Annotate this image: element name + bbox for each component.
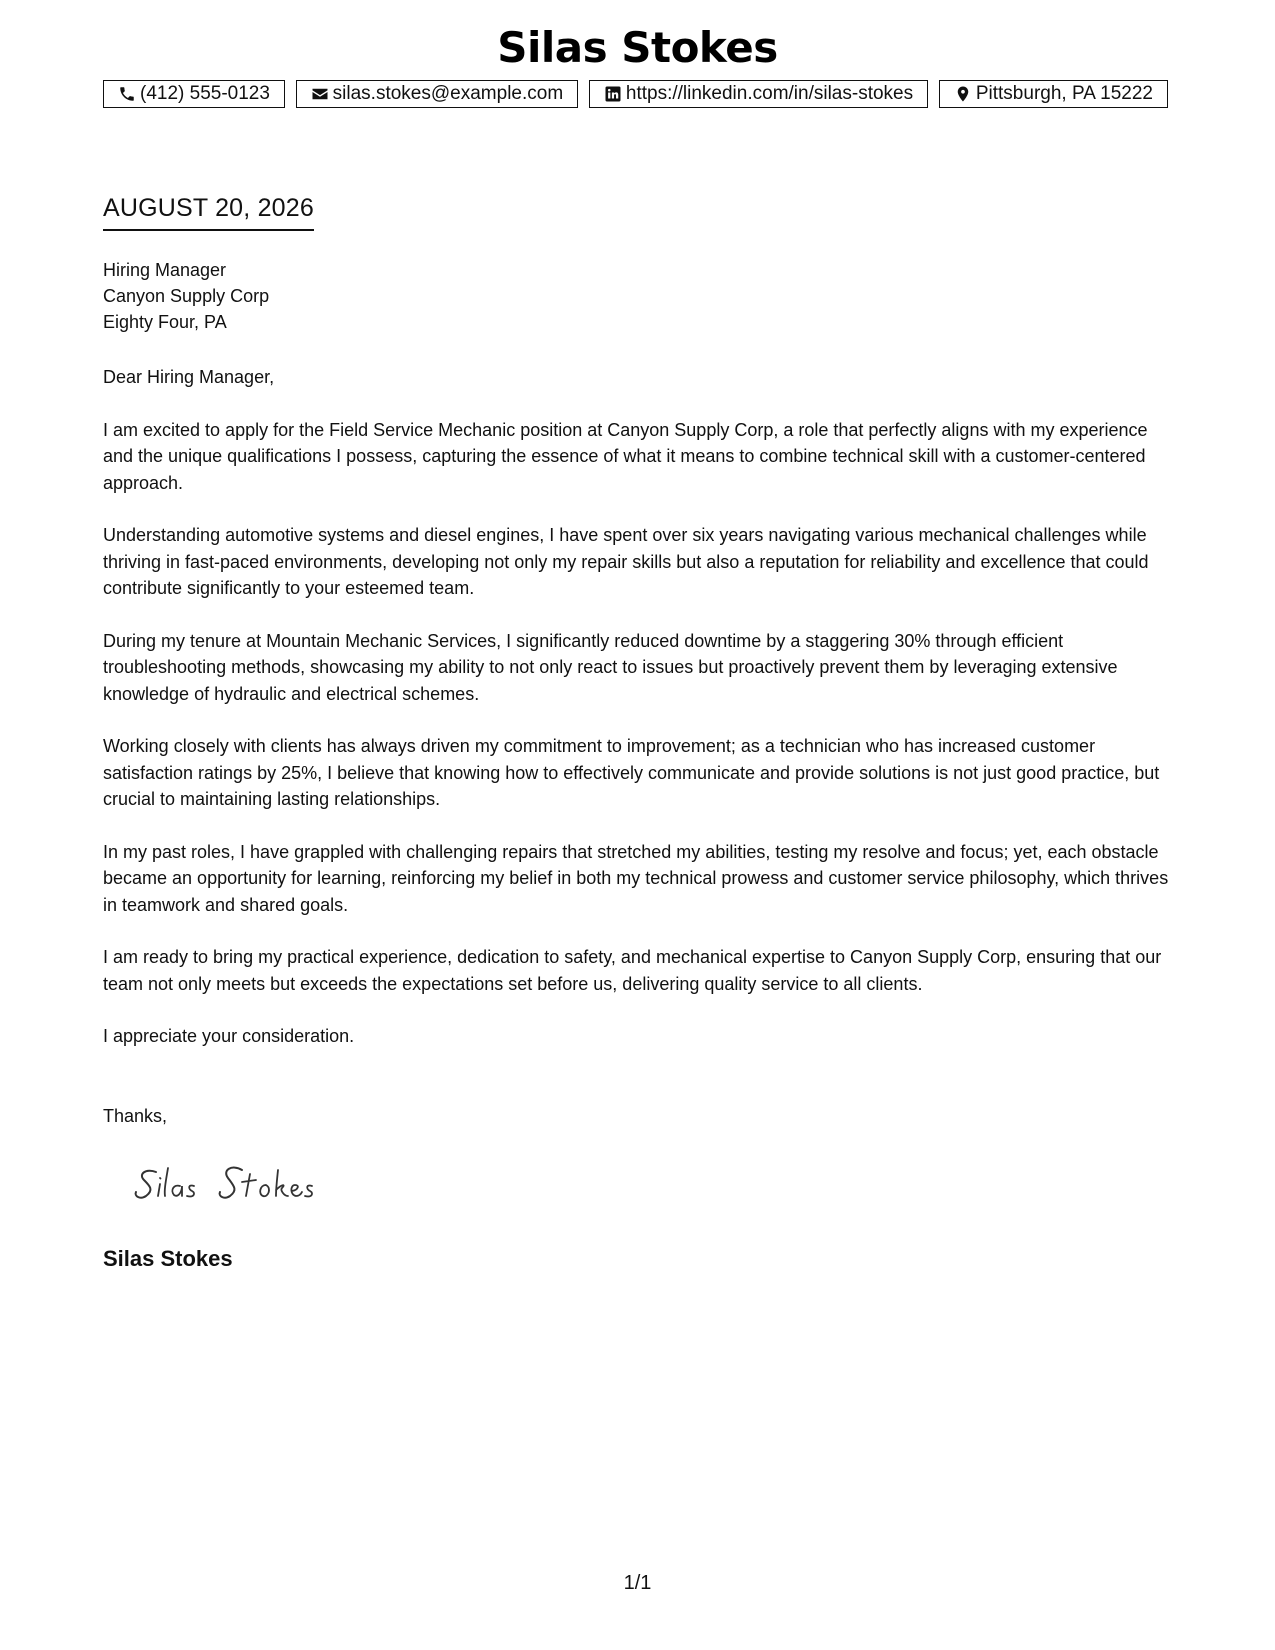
body-paragraph: Working closely with clients has always driven my commitment to improvement; as a technician who has increased customer satisfaction ratings by 25%, I believe that knowing how to effectively communicate and provide solutions is not just good practice, but crucial to maintaining lasting relationships. <box>103 736 1160 809</box>
recipient-location: Eighty Four, PA <box>103 312 227 332</box>
body-paragraph: I appreciate your consideration. <box>103 1026 355 1046</box>
linkedin-icon <box>604 85 622 103</box>
page-number: 1/1 <box>623 1572 652 1594</box>
salutation: Dear Hiring Manager, <box>103 367 275 387</box>
contact-linkedin[interactable] <box>589 80 928 108</box>
letter-date <box>103 194 314 231</box>
phone-text: (412) 555-0123 <box>140 83 270 104</box>
email-text: silas.stokes@example.com <box>332 83 564 104</box>
map-marker-icon <box>954 85 972 103</box>
body-paragraph: I am ready to bring my practical experience, dedication to safety, and mechanical expertise to Canyon Supply Corp, ensuring that our team not only meets but exceeds the expectations set before us, delivering quality service to all clients. <box>103 947 1162 994</box>
body-paragraph: Understanding automotive systems and diesel engines, I have spent over six years navigating various mechanical challenges while thriving in fast-paced environments, developing not only my repair skills but also a reputation for reliability and excellence that could contribute significantly to your esteemed team. <box>103 525 1149 598</box>
contact-email[interactable] <box>296 80 578 108</box>
signer-name: Silas Stokes <box>103 1246 233 1271</box>
date-text: AUGUST 20, 2026 <box>103 194 314 231</box>
body-paragraph: I am excited to apply for the Field Service Mechanic position at Canyon Supply Corp, a role that perfectly aligns with my experience and the unique qualifications I possess, capturing the essence of what it means to combine technical skill with a customer-centered approach. <box>103 419 1148 493</box>
envelope-icon <box>311 85 329 103</box>
contact-phone[interactable] <box>103 80 285 108</box>
contact-location[interactable] <box>939 80 1168 108</box>
handwritten-signature <box>132 1158 332 1208</box>
location-text: Pittsburgh, PA 15222 <box>975 83 1153 104</box>
letter-body <box>103 364 1178 1076</box>
body-paragraph: During my tenure at Mountain Mechanic Services, I significantly reduced downtime by a staggering 30% through efficient troubleshooting methods, showcasing my ability to not only react to issues but proactively prevent them by leveraging extensive knowledge of hydraulic and electrical schemes. <box>103 630 1118 704</box>
body-paragraph: In my past roles, I have grappled with challenging repairs that stretched my abilities, testing my resolve and focus; yet, each obstacle became an opportunity for learning, reinforcing my belief in both my technical prowess and customer service philosophy, which thrives in teamwork and shared goals. <box>103 841 1169 915</box>
linkedin-text: https://linkedin.com/in/silas-stokes <box>625 83 914 104</box>
recipient-company: Canyon Supply Corp <box>103 286 270 306</box>
applicant-name-header: Silas Stokes <box>497 23 778 72</box>
closing-text: Thanks, <box>103 1106 168 1126</box>
recipient-title: Hiring Manager <box>103 260 227 280</box>
recipient-address <box>103 257 269 335</box>
phone-icon <box>118 85 136 103</box>
contact-info-row <box>103 80 1168 108</box>
